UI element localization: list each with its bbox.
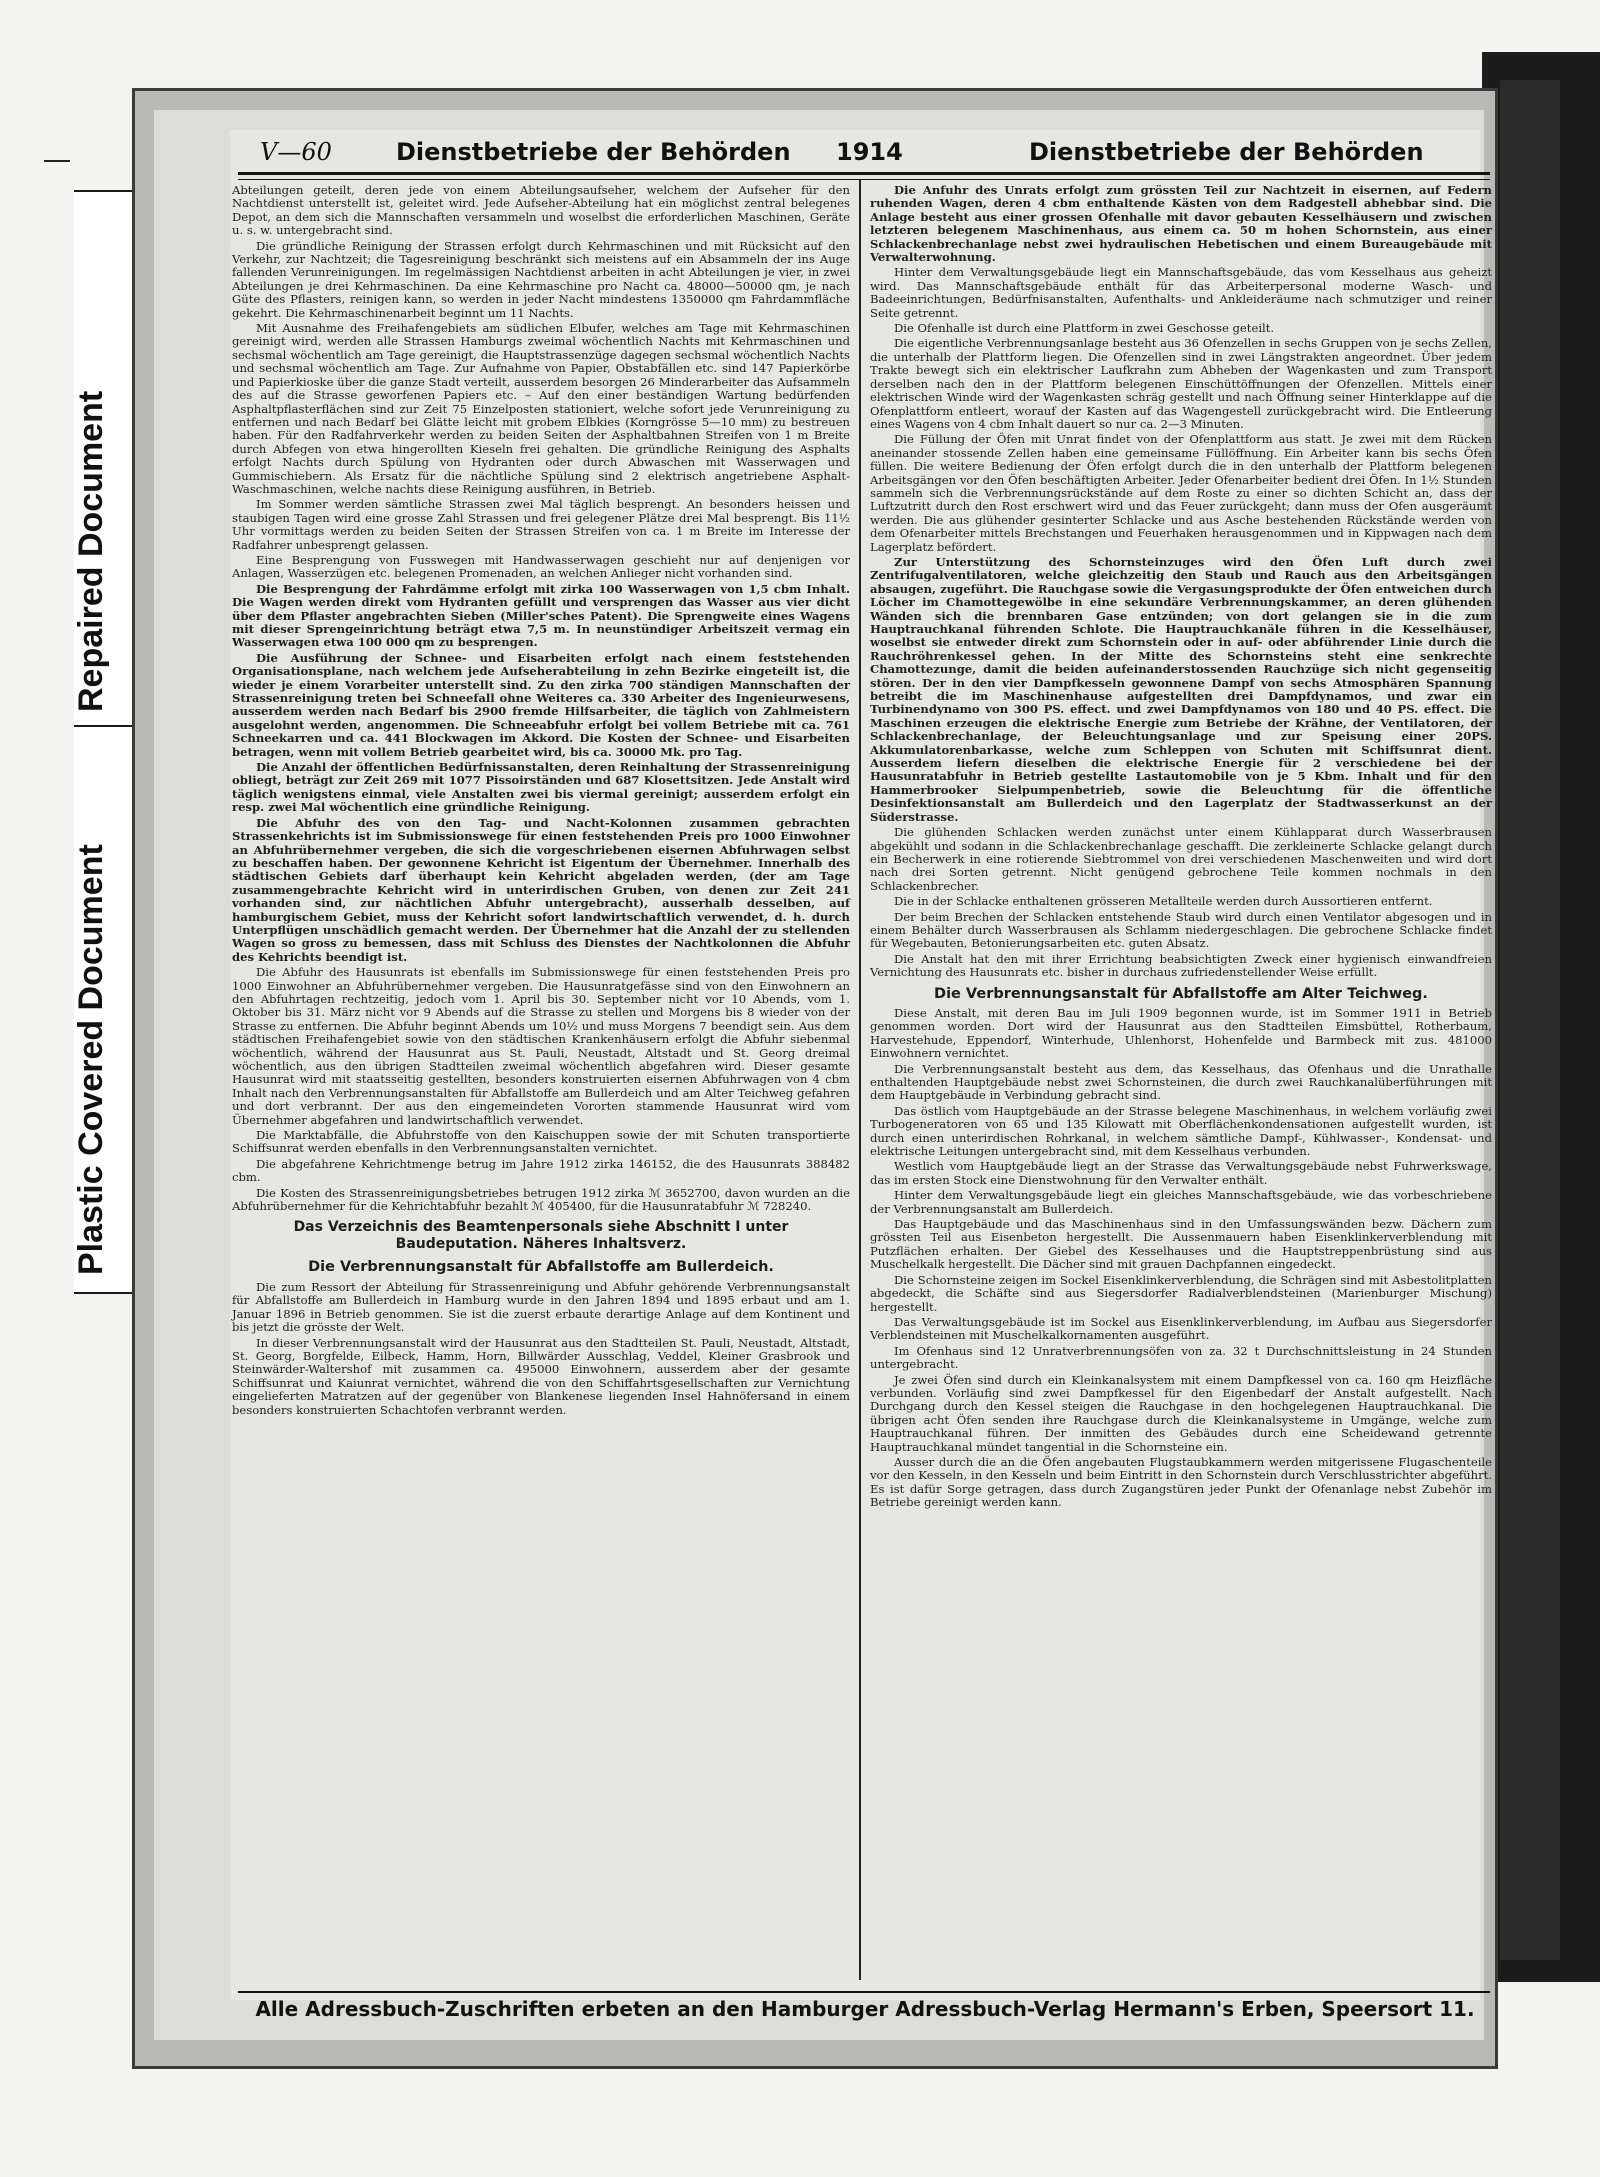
- paragraph: Der beim Brechen der Schlacken entstehende Staub wird durch einen Ventilator abgesogen und in einem Behälter durch Wasserbrausen als Schlamm niedergeschlagen. Die gebrochene Schlacke findet für Wegebauten, Betonierungsarbeiten etc. guten Absatz.: [870, 909, 1492, 951]
- paragraph: Die eigentliche Verbrennungsanlage besteht aus 36 Ofenzellen in sechs Gruppen von je sechs Zellen, die unterhalb der Plattform liegen. Die Ofenzellen sind in zwei Längstrakten angeordnet. Über jedem Trakte bewegt sich ein elektrischer Laufkrahn zum Abheben der Wagenkasten und zum Transport derselben nach den in der Plattform belegenen Einschüttöffnungen der Ofenzellen. Mittels einer elektrischen Winde wird der Wagenkasten schräg gestellt und nach Öffnung seiner Hinterklappe auf die Ofenplattform entleert, worauf der Kasten auf das Wagengestell zurückgebracht wird. Die Entleerung eines Wagens von 4 cbm Inhalt dauert so nur ca. 2—3 Minuten.: [870, 336, 1492, 431]
- paragraph: Die Ausführung der Schnee- und Eisarbeiten erfolgt nach einem feststehenden Organisationsplane, nach welchem jede Aufseherabteilung in zehn Bezirke eingeteilt ist, die wieder je einem Vorarbeiter unterstellt sind. Zu den zirka 700 ständigen Mannschaften der Strassenreinigung treten bei Schneefall ohne Weiteres ca. 330 Arbeiter des Ingenieurwesens, ausserdem werden nach Bedarf bis 2900 fremde Hilfsarbeiter, die täglich von Zahlmeistern ausgelohnt werden, angenommen. Die Schneeabfuhr erfolgt bei vollem Betriebe mit ca. 761 Schneekarren und ca. 441 Blockwagen im Akkord. Die Kosten der Schnee- und Eisarbeiten betragen, wenn mit vollem Betrieb gearbeitet wird, bis ca. 30000 Mk. pro Tag.: [232, 650, 850, 759]
- paragraph: Die Kosten des Strassenreinigungsbetriebes betrugen 1912 zirka ℳ 3652700, davon wurden an die Abfuhrübernehmer für die Kehrichtabfuhr bezahlt ℳ 405400, für die Hausunratabfuhr ℳ 728240.: [232, 1185, 850, 1214]
- paragraph: Im Sommer werden sämtliche Strassen zwei Mal täglich besprengt. An besonders heissen und staubigen Tagen wird eine grosse Zahl Strassen und frei gelegener Plätze drei Mal besprengt. Bis 11½ Uhr vormittags werden zu beiden Seiten der Strassen Streifen von ca. 1 m Breite im Interesse der Radfahrer unbesprengt gelassen.: [232, 497, 850, 552]
- paragraph: In dieser Verbrennungsanstalt wird der Hausunrat aus den Stadtteilen St. Pauli, Neustadt, Altstadt, St. Georg, Borgfelde, Eilbeck, Hamm, Horn, Billwärder Ausschlag, Veddel, Kleiner Grasbrook und Steinwärder-Waltershof mit zusammen ca. 495000 Einwohnern, ausserdem aber der gesamte Schiffsunrat und Kaiunrat vernichtet, während die von den Schiffahrtsgesellschaften zur Vernichtung eingelieferten Matratzen auf der gegenüber von Blankenese liegenden Insel Hahnöfersand in einem besonders konstruierten Schachtofen verbrannt werden.: [232, 1335, 850, 1417]
- left-column: [232, 184, 850, 1419]
- paragraph: Diese Anstalt, mit deren Bau im Juli 1909 begonnen wurde, ist im Sommer 1911 in Betrieb genommen worden. Dort wird der Hausunrat aus den Stadtteilen Eimsbüttel, Rotherbaum, Harvestehude, Eppendorf, Winterhude, Uhlenhorst, Hohenfelde und Barmbeck mit zus. 481000 Einwohnern vernichtet.: [870, 1005, 1492, 1061]
- paragraph: Die zum Ressort der Abteilung für Strassenreinigung und Abfuhr gehörende Verbrennungsanstalt für Abfallstoffe am Bullerdeich in Hamburg wurde in den Jahren 1894 und 1895 erbaut und am 1. Januar 1896 in Betrieb genommen. Sie ist die zuerst erbaute derartige Anlage auf dem Kontinent und bis jetzt die grösste der Welt.: [232, 1279, 850, 1335]
- paragraph: Die Besprengung der Fahrdämme erfolgt mit zirka 100 Wasserwagen von 1,5 cbm Inhalt. Die Wagen werden direkt vom Hydranten gefüllt und versprengen das Wasser aus vier dicht über dem Pflaster angebrachten Sieben (Miller'sches Patent). Die Sprengweite eines Wagens mit dieser Sprengeinrichtung beträgt etwa 7,5 m. In neunstündiger Arbeitszeit vermag ein Wasserwagen etwa 100 000 qm zu besprengen.: [232, 581, 850, 650]
- paragraph: Die Marktabfälle, die Abfuhrstoffe von den Kaischuppen sowie der mit Schuten transportierte Schiffsunrat werden ebenfalls in den Verbrennungsanstalten vernichtet.: [232, 1128, 850, 1156]
- header-left-title: Dienstbetriebe der Behörden: [396, 138, 791, 166]
- column-divider: [859, 180, 861, 1980]
- paragraph: Im Ofenhaus sind 12 Unratverbrennungsöfen von za. 32 t Durchschnittsleistung in 24 Stunden untergebracht.: [870, 1343, 1492, 1372]
- paragraph: Die Abfuhr des Hausunrats ist ebenfalls im Submissionswege für einen feststehenden Preis pro 1000 Einwohner an Abfuhrübernehmer vergeben. Die Hausunratgefässe sind von den Einwohnern an den Abfuhrtagen rechtzeitig, jedoch vom 1. April bis 30. September nicht vor 10 Abends, vom 1. Oktober bis 31. März nicht vor 9 Abends auf die Strasse zu stellen und Morgens bis 8 wieder von der Strasse zu entfernen. Die Abfuhr beginnt Abends um 10½ und muss Morgens 7 beendigt sein. Aus dem städtischen Freihafengebiet sowie von den städtischen Krankenhäusern erfolgt die Abfuhr siebenmal wöchentlich, während der Hausunrat aus St. Pauli, Neustadt, Altstadt und St. Georg dreimal wöchentlich, aus den übrigen Stadtteilen zweimal wöchentlich abgefahren wird. Dieser gesamte Hausunrat wird mit staatsseitig gestellten, besonders konstruierten eisernen Abfuhrwagen von 4 cbm Inhalt nach den Verbrennungsanstalten für Abfallstoffe am Bullerdeich und am Alter Teichweg gefahren und dort verbrannt. Der aus den eingemeindeten Vororten stammende Hausunrat wird vom Übernehmer abgefahren und landwirtschaftlich verwendet.: [232, 965, 850, 1127]
- header-year: 1914: [836, 138, 903, 166]
- plastic-covered-label: Plastic Covered Document: [72, 844, 110, 1275]
- paragraph: Die Ofenhalle ist durch eine Plattform in zwei Geschosse geteilt.: [894, 321, 1275, 336]
- paragraph: Die Abfuhr des von den Tag- und Nacht-Kolonnen zusammen gebrachten Strassenkehrichts ist im Submissionswege für einen feststehenden Preis pro 1000 Einwohner an Abfuhrübernehmer vergeben, die sich die vorgeschriebenen eisernen Abfuhrwagen selbst zu beschaffen haben. Der gewonnene Kehricht ist Eigentum der Übernehmer. Innerhalb des städtischen Gebiets darf überhaupt kein Kehricht abgeladen werden, (der am Tage zusammengebrachte Kehricht wird in unterirdischen Gruben, von denen zur Zeit 241 vorhanden sind, zur nächtlichen Abfuhr untergebracht), ausserhalb desselben, auf hamburgischem Gebiet, muss der Kehricht sofort landwirtschaftlich verwendet, d. h. durch Unterpflügen unschädlich gemacht werden. Der Übernehmer hat die Anzahl der zu stellenden Wagen so gross zu bemessen, dass mit Schluss des Dienstes der Nachtkolonnen die Abfuhr des Kehrichts beendigt ist.: [232, 815, 850, 964]
- paragraph: Die gründliche Reinigung der Strassen erfolgt durch Kehrmaschinen und mit Rücksicht auf den Verkehr, zur Nachtzeit; die Tagesreinigung beschränkt sich meistens auf ein Absammeln der ins Auge fallenden Verunreinigungen. Im regelmässigen Nachtdienst arbeiten in acht Abteilungen je vier, in zwei Abteilungen je drei Kehrmaschinen. Da eine Kehrmaschine pro Nacht ca. 48000—50000 qm, je nach Güte des Pflasters, reinigen kann, so werden in jeder Nacht mindestens 1350000 qm Fahrdammfläche gekehrt. Die Kehrmaschinenarbeit beginnt um 11 Nachts.: [232, 238, 850, 320]
- paragraph: Das Verwaltungsgebäude ist im Sockel aus Eisenklinkerverblendung, im Aufbau aus Siegersdorfer Verblendsteinen mit Muschelkalkornamenten ausgeführt.: [870, 1314, 1492, 1343]
- footer-rule: [238, 1991, 1490, 1993]
- page-number: V—60: [260, 138, 332, 166]
- paragraph: Die Verbrennungsanstalt besteht aus dem, das Kesselhaus, das Ofenhaus und die Unrathalle enthaltenden Hauptgebäude nebst zwei Schornsteinen, die durch zwei Rauchkanalüberführungen mit dem Hauptgebäude in Verbindung gebracht sind.: [870, 1061, 1492, 1103]
- paragraph: Hinter dem Verwaltungsgebäude liegt ein gleiches Mannschaftsgebäude, wie das vorbeschriebene der Verbrennungsanstalt am Bullerdeich.: [870, 1188, 1492, 1216]
- paragraph: Mit Ausnahme des Freihafengebiets am südlichen Elbufer, welches am Tage mit Kehrmaschinen gereinigt wird, werden alle Strassen Hamburgs zweimal wöchentlich Nachts mit Kehrmaschinen und sechsmal wöchentlich am Tage gereinigt, die Hauptstrassenzüge dagegen sechsmal wöchentlich Nachts und sechsmal wöchentlich am Tage. Zur Aufnahme von Papier, Obstabfällen etc. sind 147 Papierkörbe und Papierkioske über die ganze Stadt verteilt, ausserdem besorgen 26 Minderarbeiter das Aufsammeln des auf die Strasse geworfenen Papiers etc. – Auf den einer beständigen Wartung bedürfenden Asphaltpflasterflächen sind zur Zeit 75 Einzelposten stationiert, welche sofort jede Verunreinigung zu entfernen und nach Bedarf bei Glätte leicht mit grobem Elbkies (Korngrösse 5—10 mm) zu bestreuen haben. Für den Radfahrverkehr werden zu beiden Seiten der Asphaltbahnen Streifen von 1 m Breite durch Abfegen von etwa hingerollten Kieseln frei gehalten. Die gründliche Reinigung des Asphalts erfolgt Nachts durch Spülung von Hydranten oder durch Abwaschen mit Wasserwagen und Gummischiebern. Als Ersatz für die nächtliche Spülung sind 2 elektrisch angetriebene Asphalt-Waschmaschinen, welche nachts diese Reinigung ausführen, in Betrieb.: [232, 321, 850, 496]
- paragraph: Die abgefahrene Kehrichtmenge betrug im Jahre 1912 zirka 146152, die des Hausunrats 388482 cbm.: [232, 1156, 850, 1185]
- header-rule: [238, 172, 1490, 180]
- paragraph: Abteilungen geteilt, deren jede von einem Abteilungsaufseher, welchem der Aufseher für den Nachtdienst unterstellt ist, geleitet wird. Jede Aufseher-Abteilung hat ein möglichst zentral belegenes Depot, an dem sich die Mannschaften versammeln und woselbst die erforderlichen Maschinen, Geräte u. s. w. untergebracht sind.: [232, 183, 850, 238]
- paragraph: Eine Besprengung von Fusswegen mit Handwasserwagen geschieht nur auf denjenigen vor Anlagen, Wasserzügen etc. belegenen Promenaden, an welchen Anlieger nicht vorhanden sind.: [232, 552, 850, 581]
- paragraph: Zur Unterstützung des Schornsteinzuges wird den Öfen Luft durch zwei Zentrifugalventilatoren, welche gleichzeitig den Staub und Rauch aus den Arbeitsgängen absaugen, zugeführt. Die Rauchgase sowie die Vergasungsprodukte der Öfen entweichen durch Löcher im Chamottegewölbe in eine sekundäre Verbrennungskammer, an deren glühenden Wänden sich die brennbaren Gase entzünden; von dort gelangen sie in die zum Hauptrauchkanal führenden Schlote. Die Hauptrauchkanäle führen in die Kesselhäuser, woselbst sie entweder direkt zum Schornstein oder in auf- oder abführender Linie durch die Rauchröhrenkessel gehen. In der Mitte des Schornsteins steht eine senkrechte Chamottezunge, damit die beiden aufeinanderstossenden Rauchzüge sich nicht gegenseitig stören. Der in den vier Dampfkesseln gewonnene Dampf von sechs Atmosphären Spannung betreibt die im Maschinenhause aufgestellten drei Dampfdynamos, und zwar ein Turbinendynamo von 300 PS. effect. und zwei Dampfdynamos von 180 und 40 PS. effect. Die Maschinen erzeugen die elektrische Energie zum Betriebe der Krähne, der Ventilatoren, der Schlackenbrechanlage, der Beleuchtungsanlage und zur Speisung einer 20PS. Akkumulatorenbarkasse, welche zum Schleppen von Schuten mit Schiffsunrat dient. Ausserdem liefern dieselben die elektrische Energie für 2 verschiedene bei der Hausunratabfuhr in Betrieb gestellte Lastautomobile von je 5 Kbm. Inhalt und für den Hammerbrooker Sielpumpenbetrieb, sowie die Beleuchtung für die öffentliche Desinfektionsanstalt am Bullerdeich und den Lagerplatz der Stadtwasserkunst an der Süderstrasse.: [870, 554, 1492, 824]
- paragraph: Westlich vom Hauptgebäude liegt an der Strasse das Verwaltungsgebäude nebst Fuhrwerkswage, das im ersten Stock eine Dienstwohnung für den Verwalter enthält.: [870, 1159, 1492, 1187]
- paragraph: Je zwei Öfen sind durch ein Kleinkanalsystem mit einem Dampfkessel von ca. 160 qm Heizfläche verbunden. Vorläufig sind zwei Dampfkessel für den Eigenbedarf der Anstalt aufgestellt. Nach Durchgang durch den Kessel steigen die Rauchgase in den hochgelegenen Hauptrauchkanal. Die übrigen acht Öfen senden ihre Rauchgase durch die Kleinkanalsysteme in Umgänge, welche zum Hauptrauchkanal führen. Der inmitten des Gebäudes durch eine Scheidewand getrennte Hauptrauchkanal mündet tangential in die Schornsteine ein.: [870, 1372, 1492, 1454]
- paragraph: Die Füllung der Öfen mit Unrat findet von der Ofenplattform aus statt. Je zwei mit dem Rücken aneinander stossende Zellen haben eine gemeinsame Füllöffnung. Ein Arbeiter kann bis sechs Öfen füllen. Die weitere Bedienung der Öfen erfolgt durch die in den unterhalb der Plattform belegenen Arbeitsgängen vor den Öfen beschäftigten Arbeiter. Jeder Ofenarbeiter bedient drei Öfen. In 1½ Stunden sammeln sich die Verbrennungsrückstände auf dem Roste zu einer so dichten Schicht an, dass der Luftzutritt durch den Rost erschwert wird und das Feuer zurückgeht; dann muss der Ofen ausgeräumt werden. Die aus glühender gesinterter Schlacke und aus Asche bestehenden Rückstände werden von dem Ofenarbeiter mittels Brechstangen und Feuerhaken herausgenommen und in Kippwagen nach dem Lagerplatz befördert.: [870, 432, 1492, 554]
- paragraph: Ausser durch die an die Öfen angebauten Flugstaubkammern werden mitgerissene Flugaschenteile vor den Kesseln, in den Kesseln und beim Eintritt in den Schornstein durch Verschlusstrichter abgeführt. Es ist dafür Sorge getragen, dass durch Zugangstüren jeder Punkt der Ofenanlage nebst Zubehör im Betriebe gereinigt werden kann.: [870, 1454, 1492, 1510]
- footer-advertisement: Alle Adressbuch-Zuschriften erbeten an den Hamburger Adressbuch-Verlag Hermann's Erben, Speersort 11.: [255, 1997, 1475, 2021]
- paragraph: Das östlich vom Hauptgebäude an der Strasse belegene Maschinenhaus, in welchem vorläufig zwei Turbogeneratoren von 65 und 135 Kilowatt mit Oberflächenkondensationen aufgestellt wurden, ist durch einen unterirdischen Rohrkanal, in welchem sämtliche Dampf-, Kühlwasser-, Kondensat- und elektrische Leitungen untergebracht sind, mit dem Kesselhaus verbunden.: [870, 1103, 1492, 1159]
- header-right-title: Dienstbetriebe der Behörden: [1029, 138, 1424, 166]
- section-note-heading: Das Verzeichnis des Beamtenpersonals siehe Abschnitt I unter Baudeputation. Näheres Inhaltsverz.: [293, 1219, 789, 1253]
- margin-mark: [44, 160, 70, 202]
- paragraph: Die Anfuhr des Unrats erfolgt zum grössten Teil zur Nachtzeit in eisernen, auf Federn ruhenden Wagen, deren 4 cbm enthaltende Kästen von dem Radgestell abhebbar sind. Die Anlage besteht aus einer grossen Ofenhalle mit davor gebauten Kesselhäusern und zwischen letzteren belegenem Maschinenhaus, aus einem ca. 50 m hohen Schornstein, aus einer Schlackenbrechanlage nebst zwei hydraulischen Hebetischen und einem Bureaugebäude mit Verwalterwohnung.: [870, 183, 1492, 265]
- paragraph: Das Hauptgebäude und das Maschinenhaus sind in den Umfassungswänden bezw. Dächern zum grössten Teil aus Eisenbeton hergestellt. Die Aussenmauern haben Eisenklinkerverblendung mit Putzflächen erhalten. Der Giebel des Kesselhauses und die Hauptstreppenbrüstung sind aus Muschelkalk hergestellt. Die Dächer sind mit grauen Dachpfannen eingedeckt.: [870, 1217, 1492, 1272]
- page-header: [236, 138, 1492, 174]
- right-column: [870, 184, 1492, 1512]
- section-heading-teichweg: Die Verbrennungsanstalt für Abfallstoffe am Alter Teichweg.: [934, 985, 1428, 1002]
- paragraph: Die Anstalt hat den mit ihrer Errichtung beabsichtigten Zweck einer hygienisch einwandfreien Vernichtung des Hausunrats etc. bisher in durchaus zufriedenstellender Weise erfüllt.: [870, 951, 1492, 980]
- scan-edge-inner: [1500, 80, 1560, 1960]
- paragraph: Die Anzahl der öffentlichen Bedürfnissanstalten, deren Reinhaltung der Strassenreinigung obliegt, beträgt zur Zeit 269 mit 1077 Pissoirständen und 687 Klosettsitzen. Jede Anstalt wird täglich wenigstens einmal, viele Anstalten zwei bis viermal gereinigt; ausserdem erfolgt ein resp. zwei Mal wöchentlich eine gründliche Reinigung.: [232, 760, 850, 815]
- repaired-document-label: Repaired Document: [72, 390, 110, 712]
- paragraph: Die glühenden Schlacken werden zunächst unter einem Kühlapparat durch Wasserbrausen abgekühlt und sodann in die Schlackenbrechanlage geschafft. Die zerkleinerte Schlacke gelangt durch ein Becherwerk in eine rotierende Siebtrommel von drei verschiedenen Maschenweiten und wird dort nach drei Sorten getrennt. Nicht genügend gebrochene Teile kommen nochmals in den Schlackenbrecher.: [870, 825, 1492, 893]
- label-divider: [74, 725, 138, 727]
- section-heading-bullerdeich: Die Verbrennungsanstalt für Abfallstoffe am Bullerdeich.: [308, 1259, 774, 1276]
- paragraph: Hinter dem Verwaltungsgebäude liegt ein Mannschaftsgebäude, das vom Kesselhaus aus geheizt wird. Das Mannschaftsgebäude enthält für das Arbeiterpersonal moderne Wasch- und Badeeinrichtungen, Bedürfnisanstalten, Aufenthalts- und Ankleideräume nach schmutziger und reiner Seite getrennt.: [870, 265, 1492, 320]
- paragraph: Die Schornsteine zeigen im Sockel Eisenklinkerverblendung, die Schrägen sind mit Asbestolitplatten abgedeckt, die Schäfte sind aus Siegersdorfer Radialverblendsteinen (Marienburger Mischung) hergestellt.: [870, 1272, 1492, 1314]
- paragraph: Die in der Schlacke enthaltenen grösseren Metallteile werden durch Aussortieren entfernt.: [894, 894, 1433, 909]
